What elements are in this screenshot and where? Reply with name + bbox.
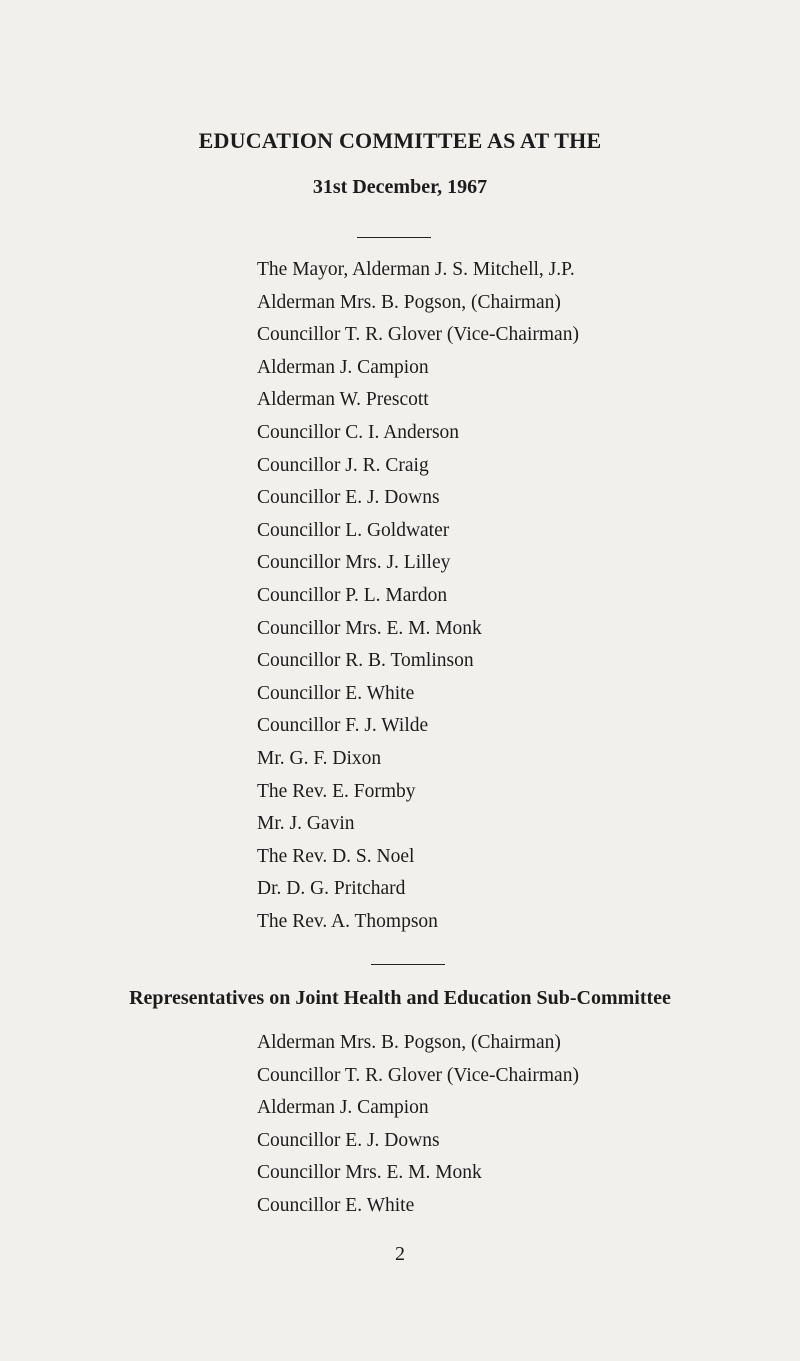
list-item: Councillor T. R. Glover (Vice-Chairman)	[257, 324, 579, 346]
list-item: Alderman Mrs. B. Pogson, (Chairman)	[257, 291, 561, 313]
list-item: Councillor Mrs. J. Lilley	[257, 552, 451, 574]
list-item: Councillor F. J. Wilde	[257, 715, 429, 737]
list-item: Councillor Mrs. E. M. Monk	[257, 617, 482, 639]
list-item: The Rev. E. Formby	[257, 780, 416, 802]
list-item: Councillor J. R. Craig	[257, 454, 429, 476]
list-item: Councillor E. White	[257, 682, 415, 704]
list-item: The Rev. D. S. Noel	[257, 845, 415, 867]
list-item: Councillor L. Goldwater	[257, 519, 450, 541]
list-item: Alderman J. Campion	[257, 356, 429, 378]
subcommittee-member-list	[257, 1027, 579, 1223]
page-date: 31st December, 1967	[312, 176, 488, 198]
list-item: Councillor R. B. Tomlinson	[257, 650, 474, 672]
subcommittee-heading: Representatives on Joint Health and Education Sub-Committee	[129, 987, 671, 1009]
list-item: Councillor E. White	[257, 1194, 415, 1216]
page-title: EDUCATION COMMITTEE AS AT THE	[198, 128, 602, 153]
list-item: Alderman Mrs. B. Pogson, (Chairman)	[257, 1032, 561, 1053]
list-item: The Rev. A. Thompson	[257, 910, 438, 932]
list-item: Councillor T. R. Glover (Vice-Chairman)	[257, 1064, 579, 1086]
list-item: Councillor E. J. Downs	[257, 1129, 440, 1151]
list-item: Councillor C. I. Anderson	[257, 421, 460, 443]
list-item: Dr. D. G. Pritchard	[257, 878, 406, 900]
divider	[357, 237, 431, 238]
list-item: Councillor Mrs. E. M. Monk	[257, 1162, 482, 1184]
list-item: Mr. G. F. Dixon	[257, 747, 382, 769]
list-item: Councillor E. J. Downs	[257, 487, 440, 509]
list-item: Councillor P. L. Mardon	[257, 584, 448, 606]
list-item: The Mayor, Alderman J. S. Mitchell, J.P.	[257, 259, 575, 280]
list-item: Alderman J. Campion	[257, 1097, 429, 1119]
divider	[371, 964, 445, 965]
list-item: Alderman W. Prescott	[257, 389, 429, 411]
committee-member-list	[257, 254, 579, 938]
page-number: 2	[395, 1243, 405, 1265]
list-item: Mr. J. Gavin	[257, 813, 355, 835]
